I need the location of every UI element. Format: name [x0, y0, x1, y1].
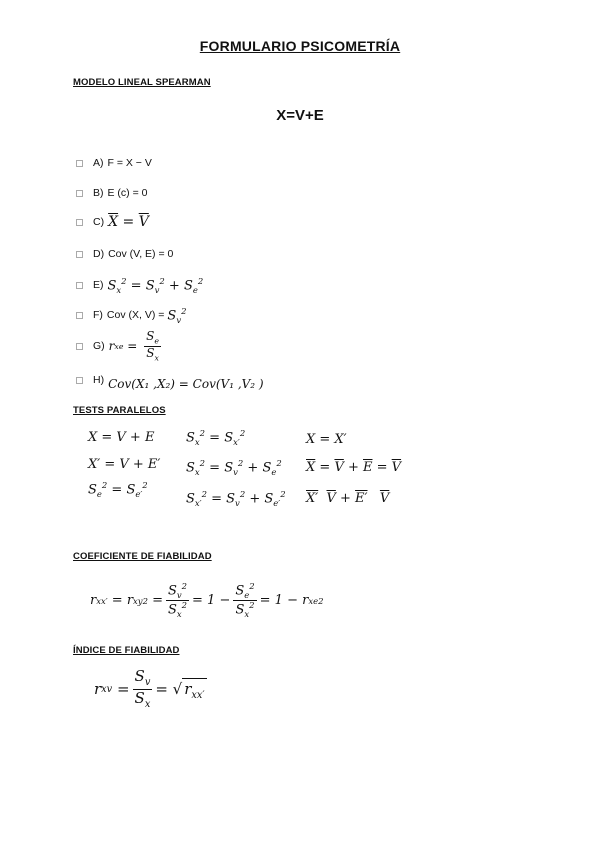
list-item: D) Cov (V, E) = 0 — [76, 248, 173, 260]
square-root-icon: √ $r_{xx'}$ — [172, 679, 205, 701]
section-heading-parallel-tests: TESTS PARALELOS — [73, 405, 166, 416]
main-equation: X=V+E — [276, 107, 324, 124]
list-item: B) E (c) = 0 — [76, 187, 147, 199]
checkbox-icon — [76, 377, 83, 384]
formula-parallel-model-prime: X′ = V + E′ — [88, 457, 161, 472]
formula-observed-variance-equality: $S_x^2 = S_{x'}^2$ — [186, 428, 246, 447]
checkbox-icon — [76, 190, 83, 197]
section-heading-reliability-coefficient: COEFICIENTE DE FIABILIDAD — [73, 551, 212, 562]
formula-variance-sum: $S_x^2 = S_v^2 + S_e^2$ — [186, 458, 282, 477]
page-title: FORMULARIO PSICOMETRÍA — [199, 38, 401, 54]
formula-parallel-model: X = V + E — [88, 430, 155, 445]
list-item: C) $\overline{X} = \overline{V}$ — [76, 214, 149, 230]
formula-reliability-coefficient: r xx′ = r xy 2 = $\frac{S_v^2}{S_x^2}$ = 1 − $\frac{S_e^2}{S_x^2}$ = 1 − r xe 2 — [90, 581, 324, 620]
list-item: E) $S_x^2 = S_v^2 + S_e^2$ — [76, 276, 203, 295]
formula-correlation-xe: r xe = $\frac{S_e}{S_x}$ — [108, 329, 159, 363]
checkbox-icon — [76, 251, 83, 258]
list-item: H) Cov(X₁ ,X₂) = Cov(V₁ ,V₂ ) — [76, 369, 264, 391]
list-item: A) F = X − V — [76, 157, 152, 169]
formula-mean-equality: $\overline{X} = \overline{V}$ — [108, 214, 149, 230]
list-item: G) r xe = $\frac{S_e}{S_x}$ — [76, 330, 164, 363]
formula-mean-sum: $\overline{X} = \overline{V} + \overline{E} = \overline{V}$ — [306, 460, 402, 475]
checkbox-icon — [76, 282, 83, 289]
checkbox-icon — [76, 160, 83, 167]
formula-variance-sum-prime: $S_{x'}^2 = S_v^2 + S_{e'}^2$ — [186, 489, 286, 508]
section-heading-reliability-index: ÍNDICE DE FIABILIDAD — [73, 645, 180, 656]
formula-mean-sum-prime: X′ $\overline{V} + E'$ $\overline{V}$ — [306, 491, 390, 506]
list-item: F) Cov (X, V) = $S_v^2$ — [76, 306, 186, 325]
checkbox-icon — [76, 312, 83, 319]
checkbox-icon — [76, 219, 83, 226]
checkbox-icon — [76, 343, 83, 350]
formula-error-variance-equality: $S_e^2 = S_{e'}^2$ — [88, 480, 148, 499]
formula-variance-decomposition: $S_x^2 = S_v^2 + S_e^2$ — [107, 276, 204, 295]
formula-observed-equality: X = X′ — [306, 432, 347, 447]
section-heading-spearman: MODELO LINEAL SPEARMAN — [73, 77, 211, 88]
formula-reliability-index: r xv = $\frac{S_v}{S_x}$ = √ $r_{xx'}$ — [94, 667, 205, 710]
